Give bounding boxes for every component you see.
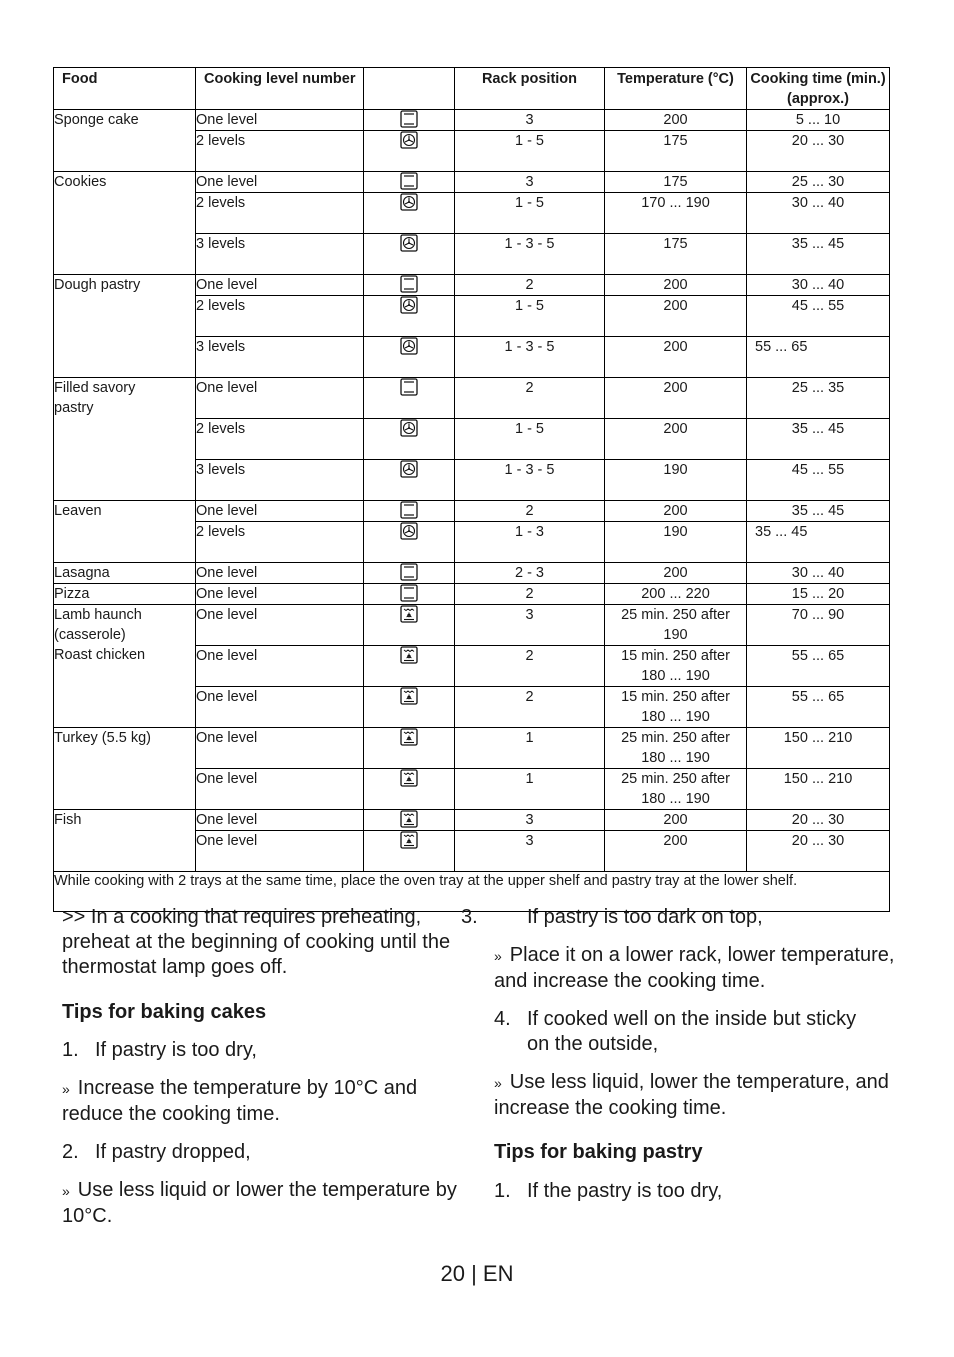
food-cell: Filled savory pastry (54, 378, 196, 501)
cooking-level-cell: 3 levels (196, 337, 364, 378)
cooking-level-cell: 2 levels (196, 296, 364, 337)
table-note: While cooking with 2 trays at the same time, place the oven tray at the upper shelf and pastry tray at the lower shelf. (54, 872, 890, 912)
cooking-level-cell: 2 levels (196, 131, 364, 172)
mode-cell (364, 419, 455, 460)
cooking-table (53, 67, 890, 912)
cooking-level-cell: 3 levels (196, 460, 364, 501)
table-row (54, 172, 890, 193)
rack-position-cell: 1 - 5 (455, 296, 605, 337)
cooking-level-cell: One level (196, 378, 364, 419)
heading-pastry: Tips for baking pastry (494, 1141, 703, 1163)
rack-position-cell: 2 (455, 275, 605, 296)
static-heat-icon (400, 111, 418, 127)
temperature-cell: 200 ... 220 (605, 584, 747, 605)
arrow-marker: » (62, 1081, 70, 1097)
arrow-marker: » (494, 948, 502, 964)
tip-text: If cooked well on the inside but sticky on the outside, (527, 1008, 857, 1055)
cooking-time-cell: 150 ... 210 (747, 769, 890, 810)
rack-position-cell: 3 (455, 110, 605, 131)
tip-pastry-1 (494, 1179, 904, 1204)
table-row (54, 110, 890, 131)
temperature-cell: 15 min. 250 after 180 ... 190 (605, 687, 747, 728)
header-food: Food (54, 68, 196, 110)
cooking-level-cell: One level (196, 728, 364, 769)
tip-1 (62, 1038, 462, 1063)
cooking-level-cell: One level (196, 563, 364, 584)
cooking-level-cell: One level (196, 275, 364, 296)
food-cell: Cookies (54, 172, 196, 275)
advice-3 (494, 943, 904, 994)
preheat-note: >> In a cooking that requires preheating, preheat at the beginning of cooking until the thermostat lamp goes off. (62, 906, 451, 978)
header-mode (364, 68, 455, 110)
cooking-level-cell: One level (196, 769, 364, 810)
cooking-time-cell: 25 ... 35 (747, 378, 890, 419)
mode-cell (364, 584, 455, 605)
fan-heat-icon (400, 297, 418, 313)
grill-fan-icon (400, 770, 418, 786)
rack-position-cell: 1 - 3 - 5 (455, 460, 605, 501)
cooking-time-cell: 55 ... 65 (747, 337, 890, 378)
mode-cell (364, 337, 455, 378)
cooking-time-cell: 5 ... 10 (747, 110, 890, 131)
advice-text: Increase the temperature by 10°C and reduce the cooking time. (62, 1077, 418, 1125)
cooking-time-cell: 20 ... 30 (747, 810, 890, 831)
temperature-cell: 190 (605, 522, 747, 563)
food-cell: Dough pastry (54, 275, 196, 378)
mode-cell (364, 378, 455, 419)
page-footer: 20 | EN (440, 1261, 514, 1286)
table-row (54, 584, 890, 605)
rack-position-cell: 1 (455, 728, 605, 769)
mode-cell (364, 810, 455, 831)
cooking-level-cell: 2 levels (196, 419, 364, 460)
temperature-cell: 200 (605, 337, 747, 378)
temperature-cell: 190 (605, 460, 747, 501)
cooking-time-cell: 35 ... 45 (747, 522, 890, 563)
fan-heat-icon (400, 338, 418, 354)
header-cooking-time: Cooking time (min.) (approx.) (747, 68, 890, 110)
cooking-level-cell: One level (196, 584, 364, 605)
heading-cakes: Tips for baking cakes (62, 1001, 267, 1023)
tip-text: If pastry is too dark on top, (527, 906, 763, 928)
temperature-cell: 25 min. 250 after 180 ... 190 (605, 728, 747, 769)
cooking-time-cell: 30 ... 40 (747, 563, 890, 584)
advice-2 (62, 1178, 462, 1229)
cooking-level-cell: 2 levels (196, 522, 364, 563)
static-heat-icon (400, 276, 418, 292)
mode-cell (364, 522, 455, 563)
cooking-time-cell: 30 ... 40 (747, 193, 890, 234)
advice-1 (62, 1076, 462, 1127)
table-row (54, 605, 890, 646)
cooking-time-cell: 25 ... 30 (747, 172, 890, 193)
food-name: Lamb haunch (casserole) (54, 607, 142, 643)
cooking-level-cell: One level (196, 110, 364, 131)
arrow-marker: » (494, 1075, 502, 1091)
tip-number: 1. (494, 1180, 511, 1202)
rack-position-cell: 3 (455, 810, 605, 831)
cooking-level-cell: 3 levels (196, 234, 364, 275)
temperature-cell: 175 (605, 234, 747, 275)
mode-cell (364, 296, 455, 337)
mode-cell (364, 501, 455, 522)
rack-position-cell: 2 (455, 687, 605, 728)
arrow-marker: » (62, 1183, 70, 1199)
cooking-time-cell: 30 ... 40 (747, 275, 890, 296)
cooking-level-cell: One level (196, 172, 364, 193)
food-cell: Lasagna (54, 563, 196, 584)
tip-4 (494, 1007, 904, 1057)
mode-cell (364, 193, 455, 234)
mode-cell (364, 563, 455, 584)
cooking-time-cell: 20 ... 30 (747, 131, 890, 172)
tip-3 (461, 905, 904, 930)
rack-position-cell: 2 - 3 (455, 563, 605, 584)
mode-cell (364, 728, 455, 769)
grill-fan-icon (400, 832, 418, 848)
rack-position-cell: 1 - 3 (455, 522, 605, 563)
temperature-cell: 200 (605, 378, 747, 419)
fan-heat-icon (400, 461, 418, 477)
cooking-level-cell: One level (196, 831, 364, 872)
food-cell: Leaven (54, 501, 196, 563)
rack-position-cell: 2 (455, 378, 605, 419)
temperature-cell: 200 (605, 419, 747, 460)
mode-cell (364, 234, 455, 275)
rack-position-cell: 3 (455, 831, 605, 872)
cooking-time-cell: 20 ... 30 (747, 831, 890, 872)
tip-number: 2. (62, 1141, 79, 1163)
rack-position-cell: 2 (455, 584, 605, 605)
table-row (54, 563, 890, 584)
table-row (54, 275, 890, 296)
rack-position-cell: 3 (455, 172, 605, 193)
rack-position-cell: 1 - 5 (455, 193, 605, 234)
tip-number: 3. (461, 906, 478, 928)
mode-cell (364, 131, 455, 172)
food-cell (54, 605, 196, 728)
tip-number: 1. (62, 1039, 79, 1061)
table-row (54, 810, 890, 831)
advice-4 (494, 1070, 904, 1121)
temperature-cell: 200 (605, 110, 747, 131)
mode-cell (364, 460, 455, 501)
fan-heat-icon (400, 132, 418, 148)
cooking-level-cell: 2 levels (196, 193, 364, 234)
right-column (461, 905, 904, 1204)
food-cell: Fish (54, 810, 196, 872)
temperature-cell: 25 min. 250 after 190 (605, 605, 747, 646)
tip-2 (62, 1140, 462, 1165)
rack-position-cell: 3 (455, 605, 605, 646)
cooking-time-cell: 45 ... 55 (747, 460, 890, 501)
cooking-time-cell: 15 ... 20 (747, 584, 890, 605)
temperature-cell: 200 (605, 563, 747, 584)
cooking-time-cell: 150 ... 210 (747, 728, 890, 769)
rack-position-cell: 2 (455, 646, 605, 687)
cooking-time-cell: 55 ... 65 (747, 646, 890, 687)
temperature-cell: 25 min. 250 after 180 ... 190 (605, 769, 747, 810)
header-temperature: Temperature (°C) (605, 68, 747, 110)
fan-heat-icon (400, 194, 418, 210)
advice-text: Place it on a lower rack, lower temperature, and increase the cooking time. (494, 944, 895, 992)
mode-cell (364, 646, 455, 687)
cooking-level-cell: One level (196, 501, 364, 522)
cooking-level-cell: One level (196, 810, 364, 831)
food-name: Roast chicken (54, 647, 146, 663)
fan-heat-icon (400, 523, 418, 539)
grill-fan-icon (400, 729, 418, 745)
grill-fan-icon (400, 647, 418, 663)
rack-position-cell: 1 - 3 - 5 (455, 234, 605, 275)
rack-position-cell: 1 - 5 (455, 131, 605, 172)
header-rack-position: Rack position (455, 68, 605, 110)
tip-text: If the pastry is too dry, (527, 1180, 723, 1202)
static-heat-icon (400, 502, 418, 518)
cooking-level-cell: One level (196, 687, 364, 728)
advice-text: Use less liquid or lower the temperature by 10°C. (62, 1179, 457, 1227)
advice-text: Use less liquid, lower the temperature, and increase the cooking time. (494, 1071, 889, 1119)
mode-cell (364, 769, 455, 810)
cooking-time-cell: 45 ... 55 (747, 296, 890, 337)
cooking-time-cell: 70 ... 90 (747, 605, 890, 646)
mode-cell (364, 605, 455, 646)
cooking-level-cell: One level (196, 605, 364, 646)
left-column (62, 905, 462, 1229)
rack-position-cell: 1 - 3 - 5 (455, 337, 605, 378)
table-row (54, 378, 890, 419)
cooking-time-cell: 55 ... 65 (747, 687, 890, 728)
fan-heat-icon (400, 420, 418, 436)
mode-cell (364, 172, 455, 193)
static-heat-icon (400, 585, 418, 601)
temperature-cell: 200 (605, 275, 747, 296)
cooking-level-cell: One level (196, 646, 364, 687)
fan-heat-icon (400, 235, 418, 251)
tip-number: 4. (494, 1008, 511, 1030)
rack-position-cell: 1 (455, 769, 605, 810)
header-cooking-level: Cooking level number (196, 68, 364, 110)
temperature-cell: 200 (605, 296, 747, 337)
grill-fan-icon (400, 811, 418, 827)
cooking-time-cell: 35 ... 45 (747, 234, 890, 275)
mode-cell (364, 687, 455, 728)
temperature-cell: 200 (605, 831, 747, 872)
tip-text: If pastry dropped, (95, 1141, 251, 1163)
food-cell: Turkey (5.5 kg) (54, 728, 196, 810)
mode-cell (364, 110, 455, 131)
static-heat-icon (400, 379, 418, 395)
temperature-cell: 175 (605, 172, 747, 193)
food-cell: Pizza (54, 584, 196, 605)
table-row (54, 501, 890, 522)
mode-cell (364, 831, 455, 872)
temperature-cell: 175 (605, 131, 747, 172)
static-heat-icon (400, 173, 418, 189)
rack-position-cell: 1 - 5 (455, 419, 605, 460)
cooking-time-cell: 35 ... 45 (747, 419, 890, 460)
temperature-cell: 15 min. 250 after 180 ... 190 (605, 646, 747, 687)
temperature-cell: 200 (605, 810, 747, 831)
rack-position-cell: 2 (455, 501, 605, 522)
table-row (54, 728, 890, 769)
cooking-time-cell: 35 ... 45 (747, 501, 890, 522)
grill-fan-icon (400, 688, 418, 704)
mode-cell (364, 275, 455, 296)
tip-text: If pastry is too dry, (95, 1039, 257, 1061)
static-heat-icon (400, 564, 418, 580)
temperature-cell: 170 ... 190 (605, 193, 747, 234)
food-cell: Sponge cake (54, 110, 196, 172)
grill-fan-icon (400, 606, 418, 622)
temperature-cell: 200 (605, 501, 747, 522)
